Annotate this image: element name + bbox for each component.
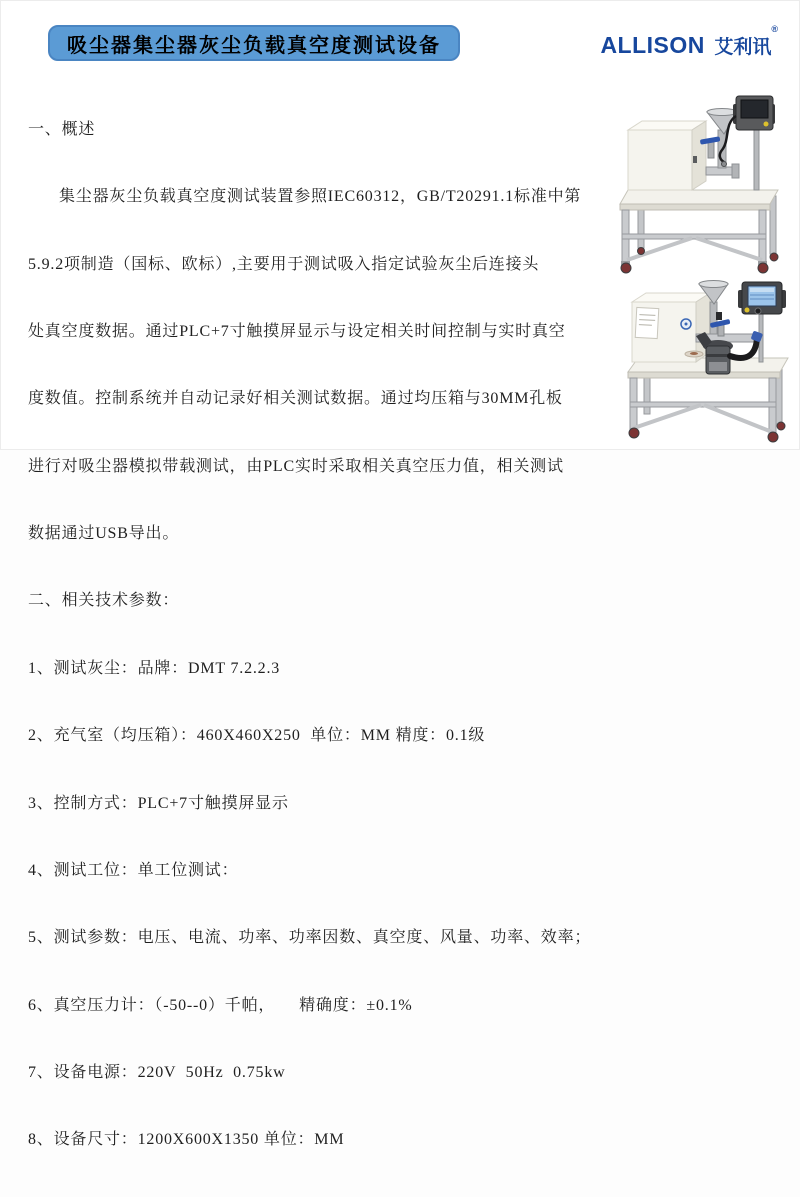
- parameter-item: 3、控制方式：PLC+7寸触摸屏显示: [28, 794, 289, 812]
- parameter-item: 4、测试工位：单工位测试：: [28, 861, 239, 879]
- equipment-photo-top: [612, 78, 792, 279]
- parameter-item: 6、真空压力计：（-50--0）千帕， 精确度：±0.1%: [28, 996, 413, 1014]
- overview-line: 进行对吸尘器模拟带载测试，由PLC实时采取相关真空压力值，相关测试: [28, 457, 564, 475]
- brand-logo: [600, 24, 778, 59]
- overview-heading: 一、概述: [28, 120, 96, 138]
- parameter-item: 8、设备尺寸：1200X600X1350 单位：MM: [28, 1131, 345, 1149]
- test-rig-illustration-bottom: [606, 278, 796, 446]
- parameter-item: 1、测试灰尘：品牌：DMT 7.2.2.3: [28, 659, 281, 677]
- overview-line: 处真空度数据。通过PLC+7寸触摸屏显示与设定相关时间控制与实时真空: [28, 322, 566, 340]
- brand-name-en: ALLISON: [600, 32, 705, 58]
- parameter-item: 5、测试参数：电压、电流、功率、功率因数、真空度、风量、功率、效率；: [28, 929, 592, 947]
- parameter-item: 7、设备电源：220V 50Hz 0.75kw: [28, 1063, 286, 1081]
- parameters-heading: 二、相关技术参数：: [28, 592, 180, 610]
- spec-text-block: [28, 74, 613, 1197]
- registered-mark-icon: ®: [771, 24, 778, 34]
- overview-line: 集尘器灰尘负载真空度测试装置参照IEC60312，GB/T20291.1标准中第: [59, 188, 582, 206]
- page-title: 吸尘器集尘器灰尘负载真空度测试设备: [48, 25, 460, 61]
- parameter-item: 2、充气室（均压箱）：460X460X250 单位：MM 精度：0.1级: [28, 727, 486, 745]
- brand-name-cn: 艾利讯: [714, 37, 772, 58]
- equipment-photo-bottom: [606, 278, 796, 451]
- test-rig-illustration-top: [612, 78, 792, 274]
- overview-line: 5.9.2项制造（国标、欧标）,主要用于测试吸入指定试验灰尘后连接头: [28, 255, 540, 273]
- overview-line: 数据通过USB导出。: [28, 525, 180, 543]
- overview-line: 度数值。控制系统并自动记录好相关测试数据。通过均压箱与30MM孔板: [28, 390, 563, 408]
